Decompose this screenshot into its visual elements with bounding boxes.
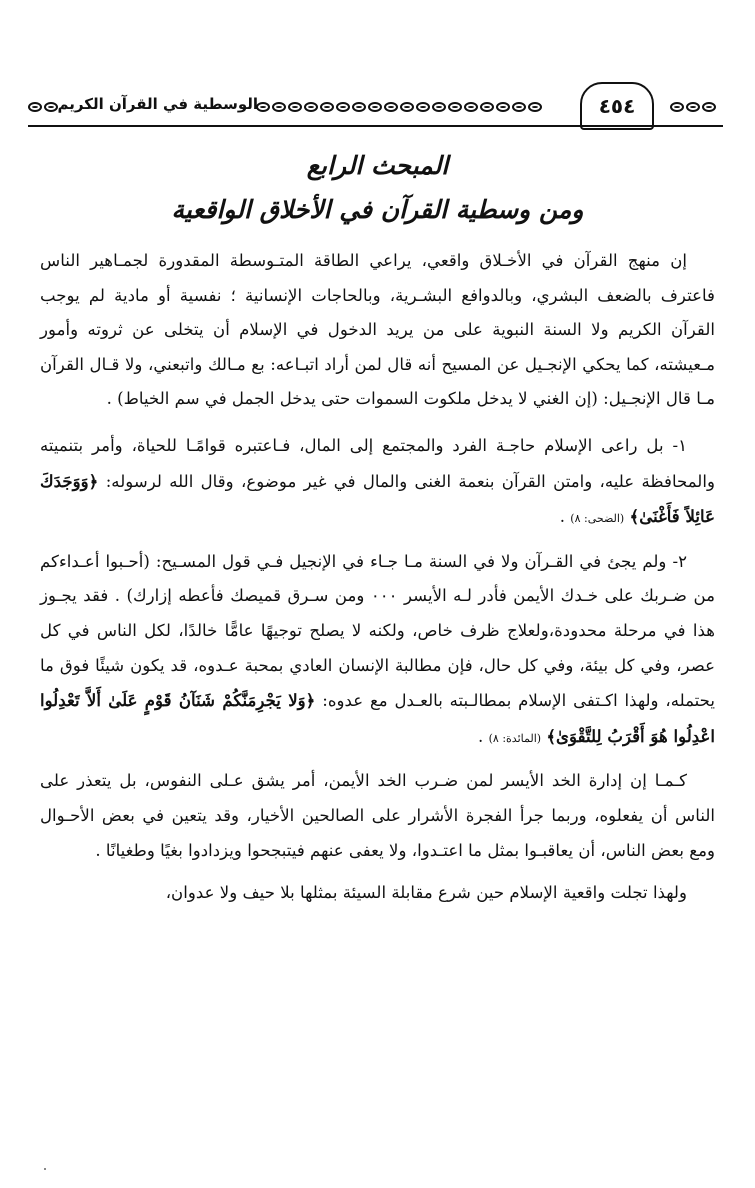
book-title: الوسطية في القرآن الكريم — [57, 95, 258, 113]
paragraph-5: ولهذا تجلت واقعية الإسلام حين شرع مقابلة السيئة بمثلها بلا حيف ولا عدوان، — [165, 883, 687, 903]
body-text — [40, 244, 715, 923]
section-heading: المبحث الرابع — [306, 151, 449, 180]
paragraph-2-text: ١- بل راعى الإسلام حاجـة الفرد والمجتمع إلى المال، فـاعتبره قوامًـا للحياة، وأمر بتنميته والمحافظة عليه، وامتن القرآن بنعمة الغنى والمال في غير موضوع، وقال الله لرسوله: — [40, 435, 715, 491]
paragraph-4: كـمـا إن إدارة الخد الأيسر لمن ضـرب الخد الأيمن، أمر يشق عـلى النفوس، بل يتعذر على الناس أن يفعلوه، وربما جرأ الفجرة الأشرار على الصالحين الأخيار، وقد يتعين في بعض الأحـوال ومع بعض الناس، أن يعاقبـوا بمثل ما اعتـدوا، ولا يعفى عنهم فيتبجحوا ويزدادوا بغيًا وطغيانًا . — [40, 771, 715, 860]
ornament-right — [670, 102, 718, 116]
quran-verse-maidah: ﴿وَلا يَجْرِمَنَّكُمْ شَنَآنُ قَوْمٍ عَلَىٰ أَلاَّ تَعْدِلُوا اعْدِلُوا هُوَ أَقْرَبُ لِلتَّقْوَىٰ﴾ — [40, 690, 715, 746]
paragraph-3-end: . — [478, 726, 484, 746]
paragraph-3-text: ٢- ولم يجئ في القـرآن ولا في السنة مـا جـاء في الإنجيل فـي قول المسـيح: (أحـبوا أعـداءكم من ضـربك على خـدك الأيمن فأدر لـه الأيسر ٠٠٠ ومن سـرق قميصك فأعطه إزارك) . فقد يجـوز هذا في مرحلة محدودة،ولعلاج ظرف خاص، ولكنه لا يصلح توجيهًا عامًّا خالدًا، لكل الناس في كل عصر، وفي كل بيئة، وفي كل حال، فإن مطالبة الإنسان العادي بمحبة عـدوه، قد يكون شيئًا فوق ما يحتمله، ولهذا اكـتفى الإسلام بمطالـبته بالعـدل مع عدوه: — [40, 551, 716, 711]
ornament-left — [28, 102, 60, 116]
page-speck — [44, 1168, 46, 1170]
header-rule — [28, 125, 723, 127]
page-number: ٤٥٤ — [580, 82, 654, 130]
section-title: ومن وسطية القرآن في الأخلاق الواقعية — [171, 195, 584, 224]
running-header — [28, 92, 723, 128]
paragraph-2 — [40, 429, 715, 537]
verse-reference-maidah: (المائدة: ٨) — [488, 731, 542, 745]
paragraph-3 — [40, 545, 715, 757]
verse-reference-duha: (الضحى: ٨) — [570, 512, 625, 526]
paragraph-2-end: . — [559, 507, 566, 527]
quran-verse-duha: ﴿وَوَجَدَكَ عَائِلاً فَأَغْنَىٰ﴾ — [40, 470, 715, 527]
paragraph-1: إن منهج القرآن في الأخـلاق واقعي، يراعي الطاقة المتـوسطة المقدورة لجمـاهير الناس فاعترف بالضعف البشري، وبالدوافع البشـرية، وبالحاجات الإنسانية ؛ نفسية أو مادية لم يوجب القرآن الكريم ولا السنة النبوية على من يريد الدخول في الإسلام أن يتخلى عن ثروته وأمور مـعيشته، كما يحكي الإنجـيل عن المسيح أنه قال لمن أراد اتبـاعه: بع مـالك واتبعني، ولا قـال القرآن مـا قال الإنجـيل: (إن الغني لا يدخل ملكوت السموات حتى يدخل الجمل في سم الخياط) . — [40, 251, 715, 409]
ornament-middle — [256, 102, 544, 116]
